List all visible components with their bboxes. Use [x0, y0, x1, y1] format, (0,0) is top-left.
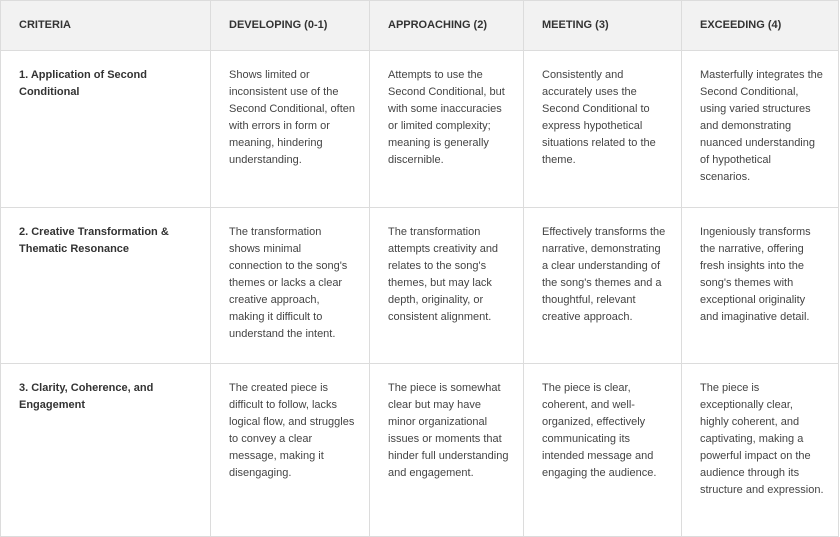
criteria-cell: 1. Application of Second Conditional [1, 51, 211, 208]
meeting-cell: The piece is clear, coherent, and well-organized, effectively communicating its intended message and engaging the audience. [524, 364, 682, 537]
header-exceeding: EXCEEDING (4) [682, 1, 839, 51]
developing-cell: Shows limited or inconsistent use of the Second Conditional, often with errors in form or meaning, hindering understanding. [211, 51, 370, 208]
criteria-cell: 3. Clarity, Coherence, and Engagement [1, 364, 211, 537]
header-approaching: APPROACHING (2) [370, 1, 524, 51]
approaching-cell: The piece is somewhat clear but may have minor organizational issues or moments that hinder full understanding and engagement. [370, 364, 524, 537]
approaching-cell: Attempts to use the Second Conditional, but with some inaccuracies or limited complexity; meaning is generally discernible. [370, 51, 524, 208]
table-row [1, 364, 839, 537]
table-row [1, 51, 839, 208]
exceeding-cell: The piece is exceptionally clear, highly coherent, and captivating, making a powerful impact on the audience through its structure and expression. [682, 364, 839, 537]
table-row [1, 208, 839, 364]
meeting-cell: Effectively transforms the narrative, demonstrating a clear understanding of the song's themes and a thoughtful, relevant creative approach. [524, 208, 682, 364]
developing-cell: The created piece is difficult to follow, lacks logical flow, and struggles to convey a clear message, making it disengaging. [211, 364, 370, 537]
header-criteria: CRITERIA [1, 1, 211, 51]
criteria-cell: 2. Creative Transformation & Thematic Resonance [1, 208, 211, 364]
exceeding-cell: Masterfully integrates the Second Conditional, using varied structures and demonstrating nuanced understanding of hypothetical scenarios. [682, 51, 839, 208]
header-developing: DEVELOPING (0-1) [211, 1, 370, 51]
header-row [1, 1, 839, 51]
meeting-cell: Consistently and accurately uses the Second Conditional to express hypothetical situations related to the theme. [524, 51, 682, 208]
developing-cell: The transformation shows minimal connection to the song's themes or lacks a clear creative approach, making it difficult to understand the intent. [211, 208, 370, 364]
header-meeting: MEETING (3) [524, 1, 682, 51]
approaching-cell: The transformation attempts creativity and relates to the song's themes, but may lack depth, originality, or consistent alignment. [370, 208, 524, 364]
exceeding-cell: Ingeniously transforms the narrative, offering fresh insights into the song's themes with exceptional originality and imaginative detail. [682, 208, 839, 364]
